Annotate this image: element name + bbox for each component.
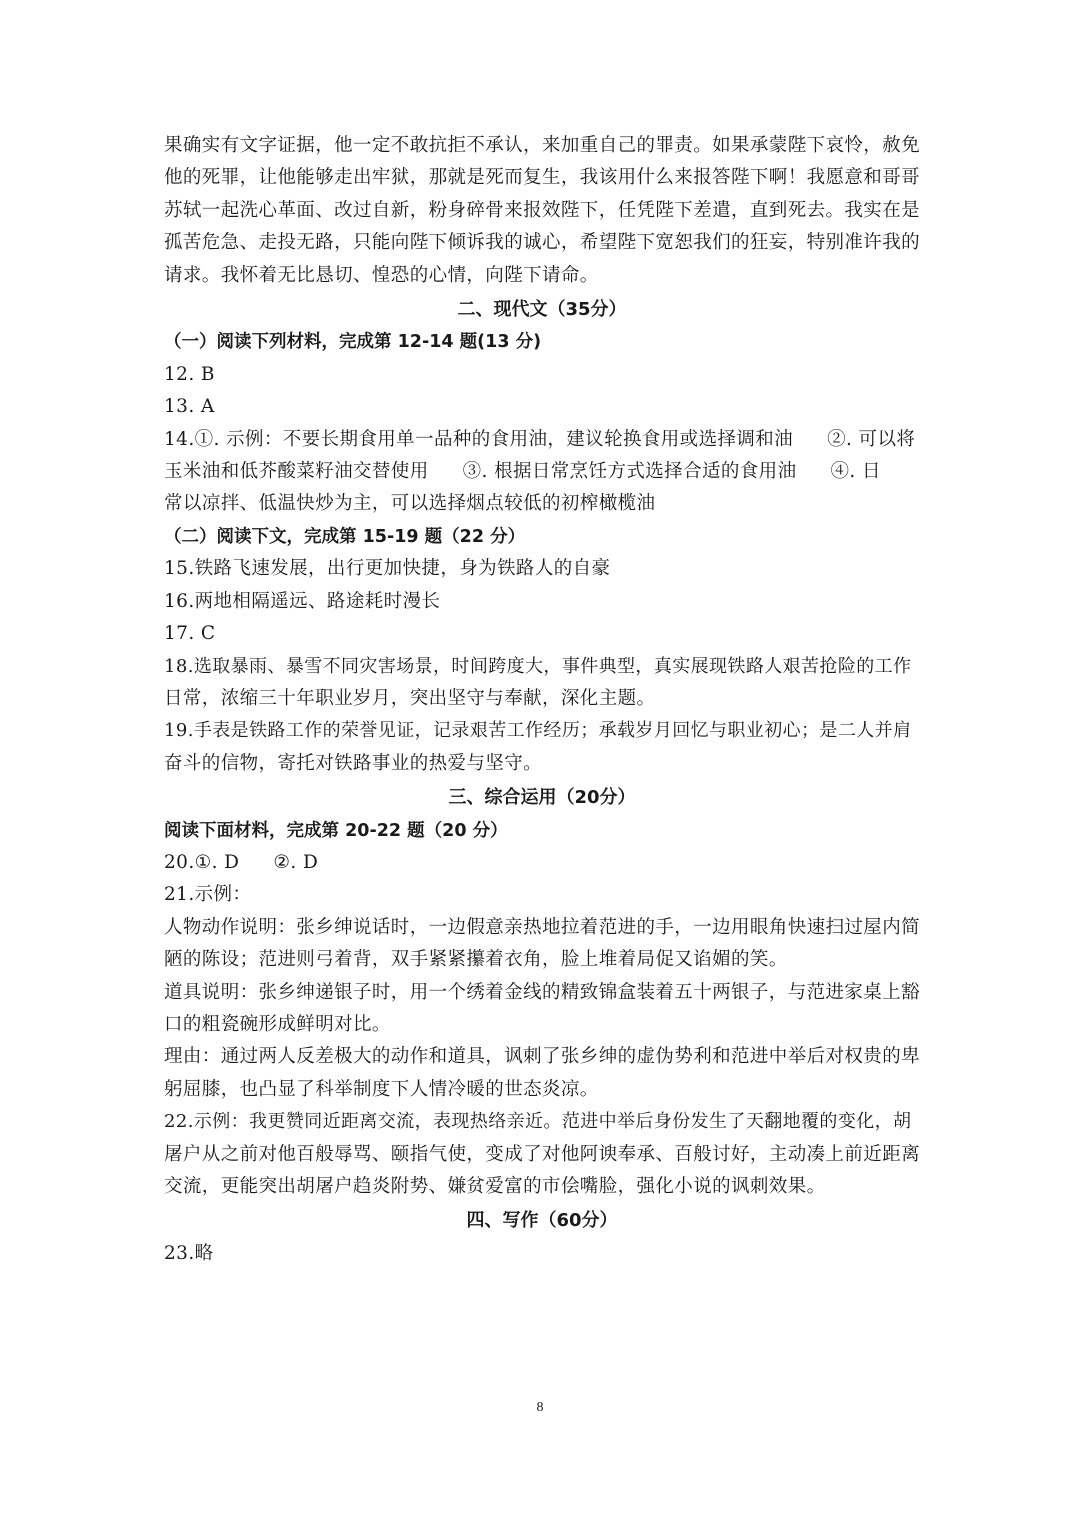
text-line: 屠户从之前对他百般辱骂、颐指气使，变成了对他阿谀奉承、百般讨好，主动凑上前近距离	[164, 1143, 921, 1165]
q14-item-1: 14.①. 示例：不要长期食用单一品种的食用油，建议轮换食用或选择调和油	[164, 428, 794, 450]
text-line: 19.手表是铁路工作的荣誉见证，记录艰苦工作经历；承载岁月回忆与职业初心；是二人并肩	[164, 720, 912, 742]
q14-item-2: ②. 可以将	[827, 428, 916, 450]
text-line: 理由：通过两人反差极大的动作和道具，讽刺了张乡绅的虚伪势利和范进中举后对权贵的卑	[164, 1046, 921, 1068]
answer-q16: 16.两地相隔遥远、路途耗时漫长	[164, 590, 441, 612]
text-line: 果确实有文字证据，他一定不敢抗拒不承认，来加重自己的罪责。如果承蒙陛下哀怜，赦免	[164, 135, 921, 156]
page-number: 8	[536, 1400, 544, 1415]
answer-q21-action	[164, 912, 920, 977]
q20-item-2: ②. D	[273, 851, 319, 873]
answer-q12: 12. B	[164, 363, 215, 385]
part-title-reading-2: （二）阅读下文，完成第 15-19 题（22 分）	[164, 526, 526, 547]
answer-q17: 17. C	[164, 623, 216, 645]
text-line: 18.选取暴雨、暴雪不同灾害场景，时间跨度大，事件典型，真实展现铁路人艰苦抢险的工作	[164, 655, 912, 677]
text-line: 常以凉拌、低温快炒为主，可以选择烟点较低的初榨橄榄油	[164, 493, 656, 515]
answer-q21-reason	[164, 1041, 920, 1106]
q14-item-4: ④. 日	[830, 461, 881, 483]
text-line: 奋斗的信物，寄托对铁路事业的热爱与坚守。	[164, 752, 543, 774]
text-line: 陋的陈设；范进则弓着背，双手紧紧攥着衣角，脸上堆着局促又谄媚的笑。	[164, 949, 788, 971]
answer-q18	[164, 651, 920, 716]
text-line	[164, 456, 920, 488]
answer-q23: 23.略	[164, 1242, 214, 1264]
q14-item-3: ③. 根据日常烹饪方式选择合适的食用油	[462, 461, 797, 483]
text-line: 他的死罪，让他能够走出牢狱，那就是死而复生，我该用什么来报答陛下啊！我愿意和哥哥	[164, 167, 921, 189]
section-title-integrated-use: 三、综合运用（20分）	[448, 787, 636, 809]
q14-item-2-cont: 玉米油和低芥酸菜籽油交替使用	[164, 461, 429, 483]
text-line: 躬屈膝，也凸显了科举制度下人情冷暖的世态炎凉。	[164, 1078, 599, 1100]
text-line: 孤苦危急、走投无路，只能向陛下倾诉我的诚心，希望陛下宽恕我们的狂妄，特别准许我的	[164, 232, 921, 254]
answer-q21-head: 21.示例：	[164, 884, 252, 906]
q20-item-1: 20.①. D	[164, 851, 240, 873]
text-line: 口的粗瓷碗形成鲜明对比。	[164, 1013, 391, 1035]
text-line: 人物动作说明：张乡绅说话时，一边假意亲热地拉着范进的手，一边用眼角快速扫过屋内简	[164, 916, 921, 938]
section-title-writing: 四、写作（60分）	[466, 1210, 618, 1232]
text-line: 请求。我怀着无比恳切、惶恐的心情，向陛下请命。	[164, 264, 599, 286]
text-line: 交流，更能突出胡屠户趋炎附势、嫌贫爱富的市侩嘴脸，强化小说的讽刺效果。	[164, 1176, 826, 1197]
answer-q13: 13. A	[164, 396, 215, 418]
page-content	[164, 130, 920, 1270]
answer-q14	[164, 424, 920, 521]
section-title-modern-text: 二、现代文（35分）	[457, 299, 627, 321]
text-line: 道具说明：张乡绅递银子时，用一个绣着金线的精致锦盒装着五十两银子，与范进家桌上豁	[164, 981, 921, 1003]
answer-q19	[164, 715, 920, 780]
text-line	[164, 424, 920, 456]
answer-q20	[164, 847, 920, 879]
part-title-material: 阅读下面材料，完成第 20-22 题（20 分）	[164, 820, 508, 841]
text-line: 日常，浓缩三十年职业岁月，突出坚守与奉献，深化主题。	[164, 687, 656, 709]
text-line: 22.示例：我更赞同近距离交流，表现热络亲近。范进中举后身份发生了天翻地覆的变化，胡	[164, 1111, 912, 1133]
part-title-reading-1: （一）阅读下列材料，完成第 12-14 题(13 分)	[164, 332, 542, 353]
intro-paragraph	[164, 130, 920, 292]
answer-q15: 15.铁路飞速发展，出行更加快捷，身为铁路人的自豪	[164, 558, 611, 580]
text-line: 苏轼一起洗心革面、改过自新，粉身碎骨来报效陛下，任凭陛下差遣，直到死去。我实在是	[164, 199, 921, 221]
answer-q21-props	[164, 977, 920, 1042]
answer-q22	[164, 1106, 920, 1203]
